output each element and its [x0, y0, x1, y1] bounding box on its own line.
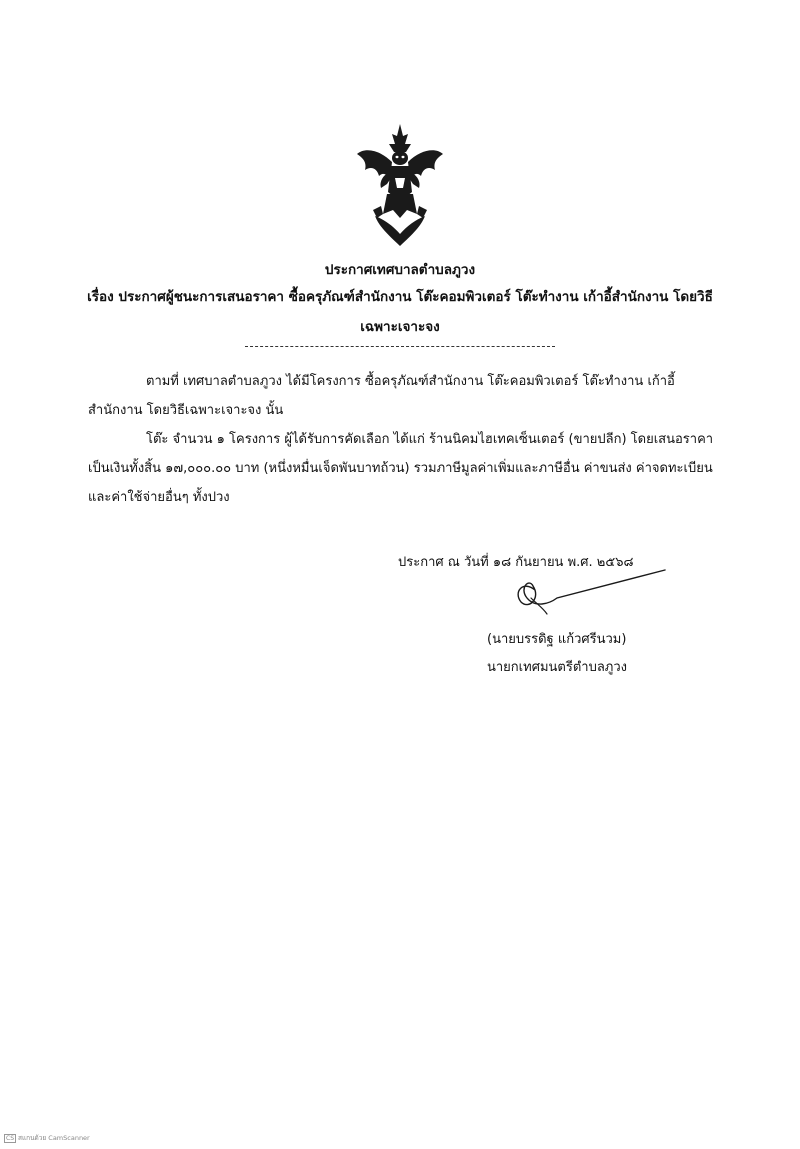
- announcement-date: ประกาศ ณ วันที่ ๑๘ กันยายน พ.ศ. ๒๕๖๘: [398, 555, 634, 570]
- paragraph2-line3: และค่าใช้จ่ายอื่นๆ ทั้งปวง: [88, 490, 230, 505]
- paragraph1-line2: สำนักงาน โดยวิธีเฉพาะเจาะจง นั้น: [88, 403, 284, 418]
- announcement-title: ประกาศเทศบาลตำบลภูวง: [324, 262, 476, 278]
- scanner-watermark-text: สแกนด้วย CamScanner: [18, 1134, 90, 1142]
- garuda-emblem-icon: [355, 122, 445, 247]
- paragraph2-line2: เป็นเงินทั้งสิ้น ๑๗,๐๐๐.๐๐ บาท (หนึ่งหมื่นเจ็ดพันบาทถ้วน) รวมภาษีมูลค่าเพิ่มและภาษีอื่น ค่าขนส่ง ค่าจดทะเบียน: [88, 461, 713, 476]
- dashed-divider: [245, 346, 555, 347]
- handwritten-signature-icon: [505, 568, 670, 618]
- signatory-name: (นายบรรดิฐ แก้วศรีนวม): [487, 632, 627, 647]
- paragraph2-line1: โต๊ะ จำนวน ๑ โครงการ ผู้ได้รับการคัดเลือก ได้แก่ ร้านนิคมไฮเทคเซ็นเตอร์ (ขายปลีก) โดยเสนอราคา: [146, 432, 714, 447]
- paragraph1-line1: ตามที่ เทศบาลตำบลภูวง ได้มีโครงการ ซื้อครุภัณฑ์สำนักงาน โต๊ะคอมพิวเตอร์ โต๊ะทำงาน เก้าอี้: [146, 374, 675, 389]
- announcement-subject-line1: เรื่อง ประกาศผู้ชนะการเสนอราคา ซื้อครุภัณฑ์สำนักงาน โต๊ะคอมพิวเตอร์ โต๊ะทำงาน เก้าอี้สำนักงาน โดยวิธี: [87, 289, 713, 305]
- signatory-position: นายกเทศมนตรีตำบลภูวง: [487, 660, 627, 675]
- announcement-subject-line2: เฉพาะเจาะจง: [360, 319, 440, 335]
- camscanner-logo-icon: CS: [6, 1135, 14, 1142]
- scanner-watermark: [4, 1133, 90, 1143]
